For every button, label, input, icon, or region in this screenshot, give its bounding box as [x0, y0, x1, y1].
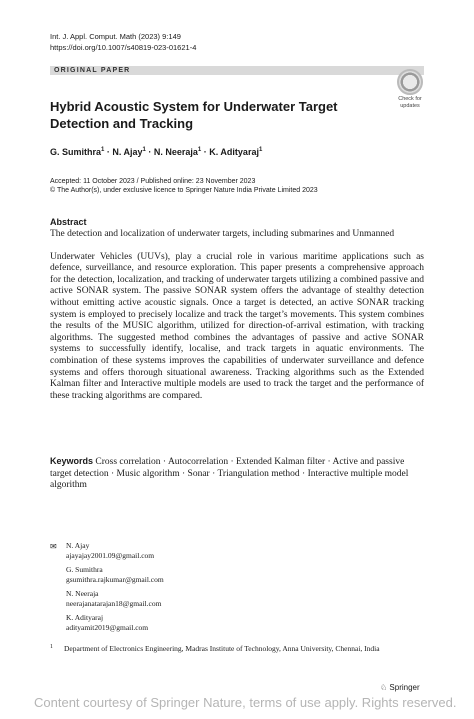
doi-link[interactable]: https://doi.org/10.1007/s40819-023-01621-4 [50, 43, 197, 52]
abstract-paragraph: Underwater Vehicles (UUVs), play a crucial role in various maritime applications such as defence, surveillance, and resource exploration. This paper presents a comprehensive approach for the detection, localization, and tracking of underwater targets utilizing a combined passive and active SONAR system. The passive SONAR system offers the advantage of stealthy detection without emitting active acoustic signals. Once a target is detected, an active SONAR tracking system is employed to precisely localize and track the target’s movements. This system combines the results of the MUSIC algorithm, utilized for direction-of-arrival estimation, with tracking algorithms. The suggested method combines the advantages of passive and active SONAR systems to successfully identify, localise, and track targets in aquatic environments. The combination of these systems improves the capabilities of underwater surveillance and defence systems and offers thorough situational awareness. Tracking algorithms such as the Extended Kalman filter and Interactive multiple models are used to track the target and the performance of these tracking algorithms are compared. [50, 251, 424, 401]
contact-email[interactable]: neerajanatarajan18@gmail.com [66, 598, 162, 608]
section-label: ORIGINAL PAPER [54, 67, 131, 74]
abstract-paragraph: The detection and localization of underwater targets, including submarines and Unmanned [50, 229, 395, 239]
check-for-updates-badge[interactable] [392, 69, 428, 107]
contact-entry [50, 613, 350, 632]
publisher-name: Springer [389, 683, 420, 692]
author-name[interactable]: N. Neeraja [153, 147, 198, 157]
check-updates-icon [397, 69, 423, 95]
contact-name: K. Adityaraj [66, 613, 104, 622]
springer-horse-icon: ♘ [380, 683, 388, 692]
contact-name: G. Sumithra [66, 565, 103, 574]
author-affil-mark: 1 [101, 147, 105, 153]
journal-citation: Int. J. Appl. Comput. Math (2023) 9:149 [50, 32, 181, 41]
check-updates-line2: updates [400, 103, 420, 109]
contact-entry [50, 565, 350, 584]
section-label-bar [50, 66, 424, 75]
affiliation [50, 644, 424, 654]
author-affil-mark: 1 [258, 147, 263, 153]
abstract-heading: Abstract [50, 217, 87, 227]
copyright-line: © The Author(s), under exclusive licence to Springer Nature India Private Limited 2023 [50, 187, 318, 194]
publisher-logo [380, 683, 420, 692]
contact-name: N. Ajay [66, 541, 90, 550]
author-affil-mark: 1 [142, 147, 146, 153]
author-name[interactable]: K. Adityaraj [209, 147, 259, 157]
contact-email[interactable]: adityamit2019@gmail.com [66, 622, 149, 632]
publication-dates [50, 177, 318, 195]
courtesy-watermark: Content courtesy of Springer Nature, terms of use apply. Rights reserved. [34, 695, 457, 710]
author-name[interactable]: N. Ajay [112, 147, 143, 157]
affiliation-text: Department of Electronics Engineering, Madras Institute of Technology, Anna University, Chennai, India [64, 644, 380, 653]
author-list: G. Sumithra$^1$ · N. Ajay$^1$ · N. Neeraja$^1$ · K. Adityaraj$^1$ [50, 147, 263, 157]
author-name[interactable]: G. Sumithra [50, 147, 102, 157]
keywords-text: Cross correlation · Autocorrelation · Extended Kalman filter · Active and passive target detection · Music algorithm · Sonar · Triangulation method · Interactive multiple model algorithm [50, 457, 409, 491]
keywords-label: Keywords [50, 456, 94, 466]
contact-entry [50, 589, 350, 608]
abstract-body [50, 229, 424, 413]
contact-email[interactable]: gsumithra.rajkumar@gmail.com [66, 574, 164, 584]
keywords-section [50, 456, 424, 492]
envelope-icon: ✉ [50, 542, 57, 551]
contact-entry [50, 541, 350, 560]
check-updates-line1: Check for [398, 96, 422, 102]
contact-name: N. Neeraja [66, 589, 99, 598]
contact-email[interactable]: ajayajay2001.09@gmail.com [66, 550, 155, 560]
author-affil-mark: 1 [197, 147, 202, 153]
affiliation-mark: 1 [50, 644, 53, 650]
accepted-published-line: Accepted: 11 October 2023 / Published online: 23 November 2023 [50, 178, 256, 185]
contact-list [50, 541, 350, 637]
paper-title: Hybrid Acoustic System for Underwater Target Detection and Tracking [50, 99, 338, 131]
journal-header [50, 31, 196, 53]
